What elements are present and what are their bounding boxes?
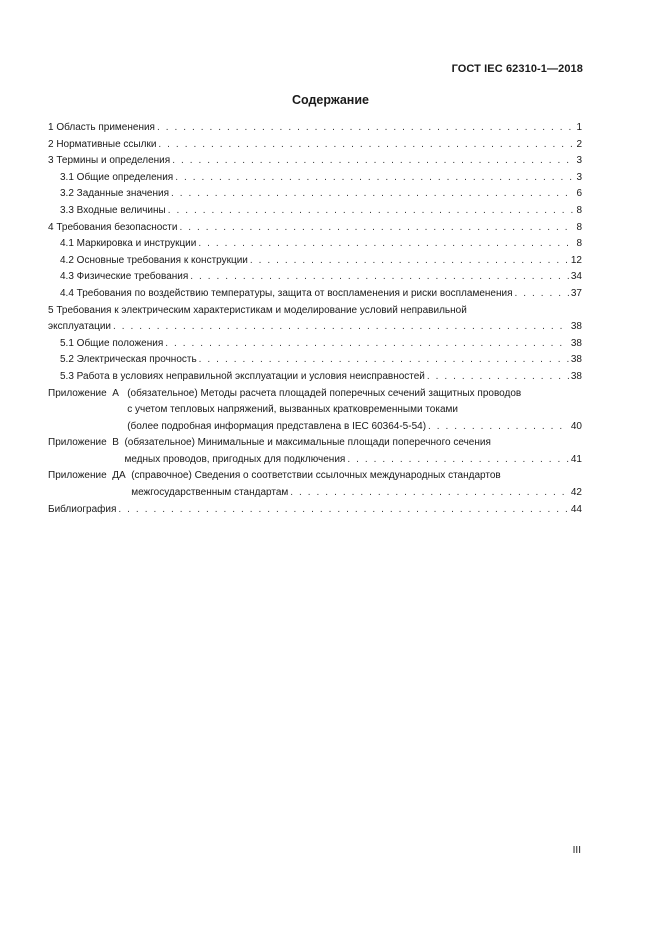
toc-entry-appendix-da[interactable] <box>48 468 582 501</box>
appendix-prefix: Приложение А <box>48 387 128 399</box>
dot-leader <box>158 137 574 154</box>
toc-entry-label: 4 Требования безопасности <box>48 221 178 233</box>
dot-leader <box>175 170 574 187</box>
dot-leader <box>199 352 569 369</box>
toc-entry-4-4[interactable] <box>48 286 582 303</box>
dot-leader <box>290 485 569 502</box>
toc-page-number: 41 <box>570 453 582 465</box>
toc-page-number: 8 <box>576 238 582 250</box>
toc-entry-label: 3.3 Входные величины <box>60 204 166 216</box>
toc-page-number: 6 <box>576 188 582 200</box>
dot-leader <box>168 203 575 220</box>
toc-entry-1[interactable] <box>48 120 582 137</box>
dot-leader <box>118 502 568 519</box>
toc-entry-label: 3 Термины и определения <box>48 155 171 167</box>
dot-leader <box>190 269 569 286</box>
standard-designation: ГОСТ IEC 62310-1—2018 <box>451 63 583 75</box>
toc-entry-label-line: (справочное) Сведения о соответствии ссылочных международных стандартов <box>131 470 501 482</box>
toc-entry-label: 3.2 Заданные значения <box>60 188 169 200</box>
toc-entry-3-2[interactable] <box>48 186 582 203</box>
toc-entry-4-1[interactable] <box>48 236 582 253</box>
dot-leader <box>515 286 569 303</box>
dot-leader <box>427 369 569 386</box>
dot-leader <box>171 186 574 203</box>
toc-page-number: 38 <box>570 321 582 333</box>
toc-entry-label: медных проводов, пригодных для подключения <box>124 453 346 465</box>
toc-page-number: 37 <box>570 287 582 299</box>
toc-page-number: 8 <box>576 221 582 233</box>
toc-entry-label: (более подробная информация представлена в IEC 60364-5-54) <box>127 420 427 432</box>
toc-entry-4-3[interactable] <box>48 269 582 286</box>
toc-entry-5-1[interactable] <box>48 336 582 353</box>
toc-entry-label: Библиография <box>48 503 117 515</box>
toc-entry-4-2[interactable] <box>48 253 582 270</box>
toc-entry-label: 3.1 Общие определения <box>60 171 174 183</box>
toc-entry-label-line: (обязательное) Методы расчета площадей поперечных сечений защитных проводов <box>127 387 522 399</box>
toc-page-number: 38 <box>570 370 582 382</box>
appendix-prefix: Приложение ДА <box>48 470 132 482</box>
dot-leader <box>428 419 569 436</box>
dot-leader <box>165 336 569 353</box>
toc-entry-5[interactable] <box>48 303 582 336</box>
toc-entry-appendix-b[interactable] <box>48 435 582 468</box>
toc-entry-label: 4.4 Требования по воздействию температуры, защита от воспламенения и риски воспламенения <box>60 287 513 299</box>
appendix-prefix: Приложение В <box>48 437 125 449</box>
dot-leader <box>113 319 569 336</box>
toc-page-number: 1 <box>576 122 582 133</box>
toc-entry-label-line: с учетом тепловых напряжений, вызванных кратковременными токами <box>127 404 458 416</box>
page-title: Содержание <box>291 93 369 107</box>
toc-entry-appendix-a[interactable] <box>48 386 582 436</box>
toc-page-number: 40 <box>570 420 582 432</box>
dot-leader <box>198 236 574 253</box>
toc-entry-label: 1 Область применения <box>48 122 155 133</box>
toc-page-number: 3 <box>576 171 582 183</box>
toc-entry-4[interactable] <box>48 220 582 237</box>
toc-entry-label: межгосударственным стандартам <box>131 487 289 499</box>
toc-entry-label: 5.1 Общие положения <box>60 337 164 349</box>
toc-entry-label: 4.2 Основные требования к конструкции <box>60 254 248 266</box>
toc-page-number: 2 <box>576 138 582 150</box>
toc-entry-label: 5.3 Работа в условиях неправильной эксплуатации и условия неисправностей <box>60 370 425 382</box>
dot-leader <box>347 452 569 469</box>
toc-entry-label-line: 5 Требования к электрическим характеристикам и моделирование условий неправильной <box>48 304 467 316</box>
toc-entry-3-1[interactable] <box>48 170 582 187</box>
toc-page-number: 3 <box>576 155 582 167</box>
toc-entry-label: 4.3 Физические требования <box>60 271 189 283</box>
toc-page-number: 34 <box>570 271 582 283</box>
toc-entry-label: 4.1 Маркировка и инструкции <box>60 238 197 250</box>
dot-leader <box>250 253 569 270</box>
toc-entry-label: эксплуатации <box>48 321 111 333</box>
toc-entry-bibliography[interactable] <box>48 502 582 519</box>
toc-page-number: 8 <box>576 204 582 216</box>
toc-entry-label: 5.2 Электрическая прочность <box>60 354 197 366</box>
dot-leader <box>157 120 574 137</box>
toc-page-number: 42 <box>570 487 582 499</box>
dot-leader <box>179 220 574 237</box>
page-number: III <box>572 845 581 856</box>
toc-entry-5-2[interactable] <box>48 352 582 369</box>
toc-entry-5-3[interactable] <box>48 369 582 386</box>
dot-leader <box>172 153 574 170</box>
toc-page-number: 44 <box>570 503 582 515</box>
toc-page-number: 38 <box>570 354 582 366</box>
toc-entry-3-3[interactable] <box>48 203 582 220</box>
toc-entry-2[interactable] <box>48 137 582 154</box>
toc-page-number: 38 <box>570 337 582 349</box>
table-of-contents <box>48 120 582 518</box>
toc-entry-label-line: (обязательное) Минимальные и максимальные площади поперечного сечения <box>124 437 491 449</box>
toc-page-number: 12 <box>570 254 582 266</box>
toc-entry-label: 2 Нормативные ссылки <box>48 138 157 150</box>
toc-entry-3[interactable] <box>48 153 582 170</box>
